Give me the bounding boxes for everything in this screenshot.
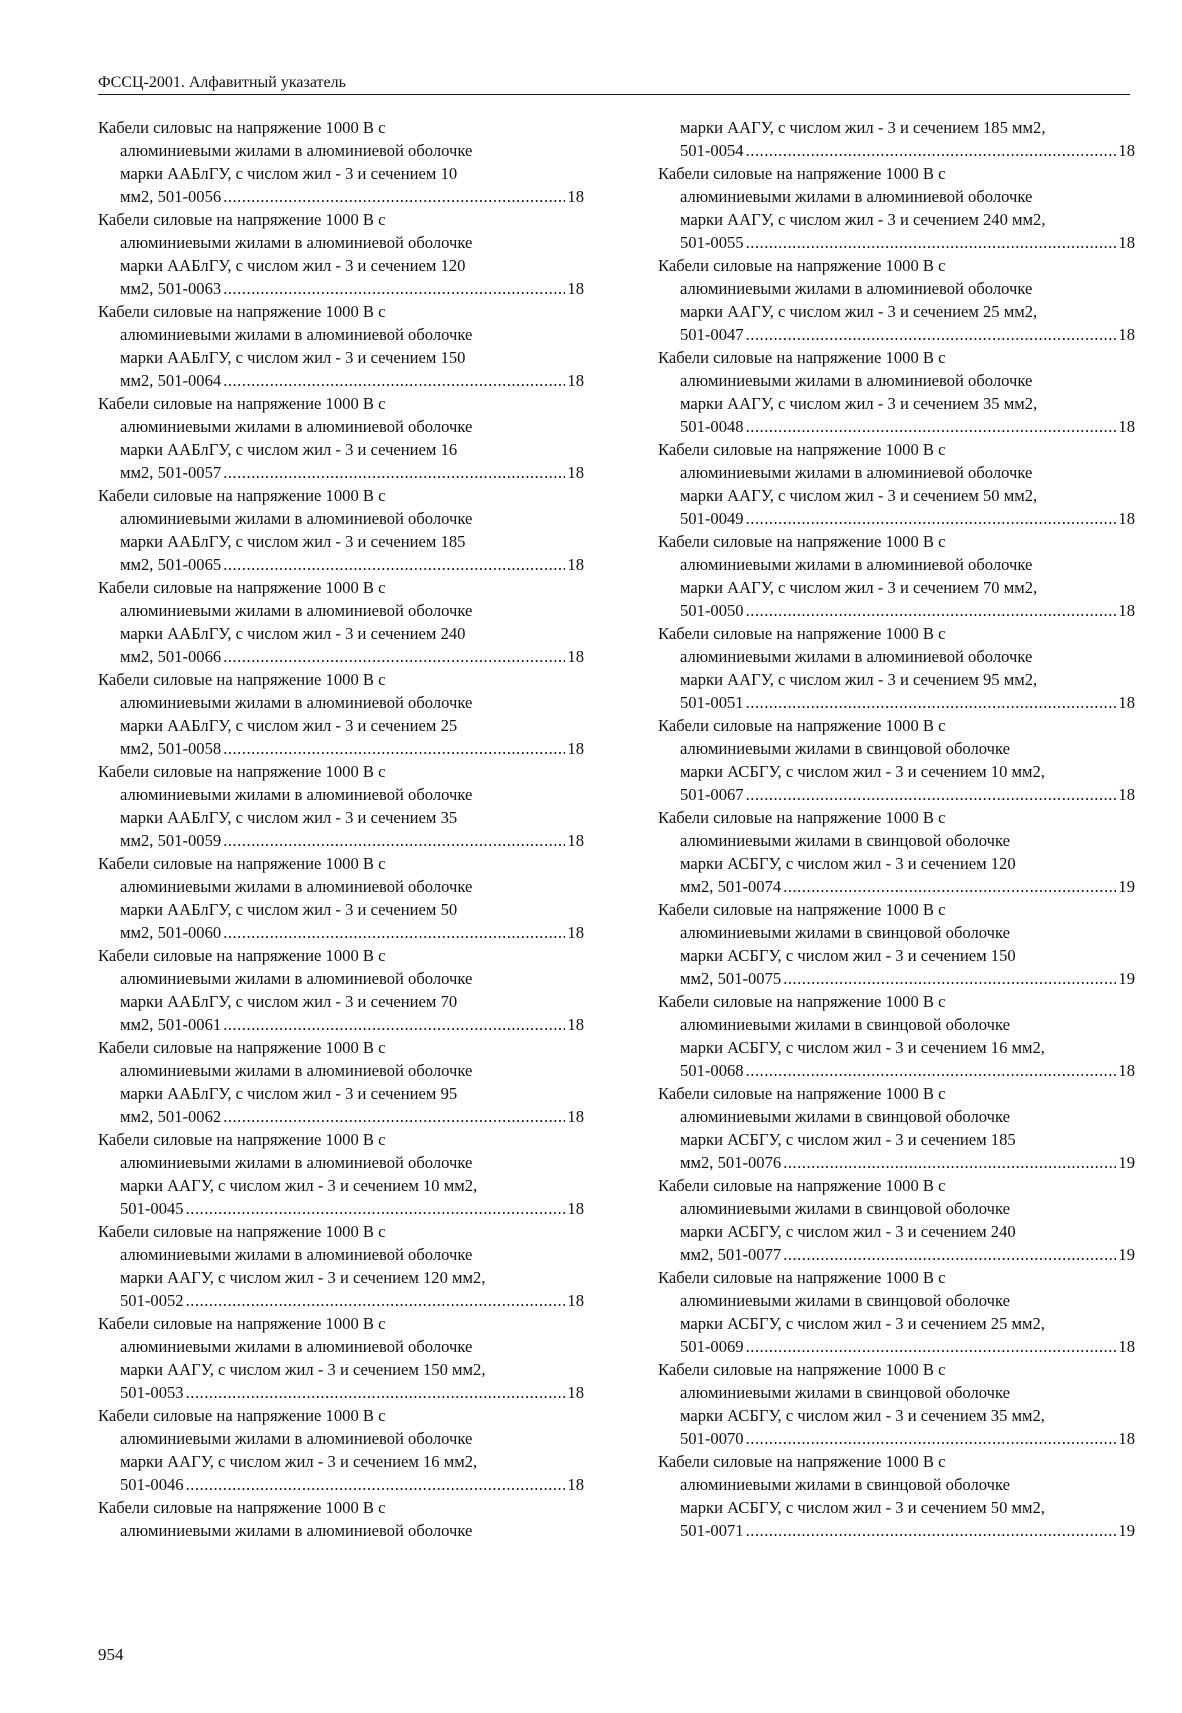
- entry-line: Кабели силовые на напряжение 1000 В с: [98, 854, 386, 873]
- entry-page-number: 18: [1118, 693, 1135, 712]
- entry-code: мм2, 501-0063: [120, 279, 222, 298]
- entry-line: Кабели силовые на напряжение 1000 В с: [658, 808, 946, 827]
- entry-page-number: 18: [567, 647, 584, 666]
- entry-line: Кабели силовые на напряжение 1000 В с: [658, 532, 946, 551]
- index-entry: [658, 898, 1135, 990]
- entry-line: алюминиевыми жилами в алюминиевой оболочке: [120, 417, 473, 436]
- index-entry: [98, 392, 584, 484]
- entry-line: алюминиевыми жилами в свинцовой оболочке: [680, 831, 1011, 850]
- entry-line: алюминиевыми жилами в свинцовой оболочке: [680, 1199, 1011, 1218]
- entry-line: алюминиевыми жилами в алюминиевой оболочке: [680, 187, 1033, 206]
- entry-line: Кабели силовые на напряжение 1000 В с: [98, 946, 386, 965]
- entry-line: алюминиевыми жилами в алюминиевой оболочке: [680, 555, 1033, 574]
- entry-reference-line: [658, 415, 1135, 438]
- entry-line: марки ААГУ, с числом жил - 3 и сечением 150 мм2,: [120, 1360, 486, 1379]
- index-entry: [658, 1266, 1135, 1358]
- entry-code: мм2, 501-0057: [120, 463, 222, 482]
- entry-line: алюминиевыми жилами в алюминиевой оболочке: [120, 969, 473, 988]
- entry-line: Кабели силовые на напряжение 1000 В с: [98, 486, 386, 505]
- index-entry: [658, 162, 1135, 254]
- dot-leader: [783, 1151, 1116, 1174]
- dot-leader: [223, 645, 565, 668]
- entry-line: марки ААГУ, с числом жил - 3 и сечением 240 мм2,: [680, 210, 1046, 229]
- entry-page-number: 19: [1118, 969, 1135, 988]
- entry-line: алюминиевыми жилами в алюминиевой оболочке: [120, 1061, 473, 1080]
- index-entry: [658, 714, 1135, 806]
- entry-line: алюминиевыми жилами в свинцовой оболочке: [680, 1383, 1011, 1402]
- entry-line: алюминиевыми жилами в алюминиевой оболочке: [680, 279, 1033, 298]
- entry-page-number: 18: [567, 1475, 584, 1494]
- index-entry: [658, 254, 1135, 346]
- entry-line: марки ААБлГУ, с числом жил - 3 и сечением 70: [120, 992, 458, 1011]
- index-entry: [98, 1404, 584, 1496]
- entry-page-number: 18: [567, 1015, 584, 1034]
- dot-leader: [783, 875, 1116, 898]
- entry-code: 501-0047: [680, 325, 744, 344]
- entry-code: 501-0050: [680, 601, 744, 620]
- entry-line: алюминиевыми жилами в свинцовой оболочке: [680, 739, 1011, 758]
- entry-line: Кабели силовые на напряжение 1000 В с: [658, 440, 946, 459]
- entry-reference-line: [98, 185, 584, 208]
- entry-code: 501-0068: [680, 1061, 744, 1080]
- entry-reference-line: [658, 1151, 1135, 1174]
- entry-line: марки АСБГУ, с числом жил - 3 и сечением 25 мм2,: [680, 1314, 1045, 1333]
- entry-line: марки АСБГУ, с числом жил - 3 и сечением 10 мм2,: [680, 762, 1045, 781]
- entry-line: Кабели силовые на напряжение 1000 В с: [98, 670, 386, 689]
- entry-reference-line: [658, 691, 1135, 714]
- entry-page-number: 18: [567, 279, 584, 298]
- entry-code: 501-0051: [680, 693, 744, 712]
- entry-line: Кабели силовые на напряжение 1000 В с: [658, 1084, 946, 1103]
- entry-page-number: 18: [567, 371, 584, 390]
- entry-line: марки ААБлГУ, с числом жил - 3 и сечением 120: [120, 256, 466, 275]
- entry-line: марки АСБГУ, с числом жил - 3 и сечением 50 мм2,: [680, 1498, 1045, 1517]
- index-entry: [658, 806, 1135, 898]
- index-entry: [98, 1036, 584, 1128]
- entry-line: Кабели силовые на напряжение 1000 В с: [98, 210, 386, 229]
- dot-leader: [746, 139, 1117, 162]
- index-entry: [658, 1450, 1135, 1542]
- entry-line: марки ААГУ, с числом жил - 3 и сечением 10 мм2,: [120, 1176, 478, 1195]
- entry-reference-line: [658, 1519, 1135, 1542]
- entry-line: марки АСБГУ, с числом жил - 3 и сечением 150: [680, 946, 1016, 965]
- entry-page-number: 18: [567, 1107, 584, 1126]
- entry-reference-line: [658, 1335, 1135, 1358]
- dot-leader: [223, 553, 565, 576]
- index-entry: [98, 208, 584, 300]
- dot-leader: [223, 185, 565, 208]
- index-entry: [658, 530, 1135, 622]
- dot-leader: [223, 1013, 565, 1036]
- entry-line: марки ААБлГУ, с числом жил - 3 и сечением 150: [120, 348, 466, 367]
- entry-page-number: 18: [1118, 417, 1135, 436]
- dot-leader: [186, 1197, 566, 1220]
- index-entry: [98, 484, 584, 576]
- entry-line: Кабели силовые на напряжение 1000 В с: [98, 302, 386, 321]
- index-entry: [658, 438, 1135, 530]
- entry-code: 501-0067: [680, 785, 744, 804]
- entry-page-number: 18: [1118, 509, 1135, 528]
- entry-line: марки ААГУ, с числом жил - 3 и сечением 25 мм2,: [680, 302, 1038, 321]
- entry-line: марки ААГУ, с числом жил - 3 и сечением 95 мм2,: [680, 670, 1038, 689]
- entry-page-number: 18: [1118, 325, 1135, 344]
- entry-code: мм2, 501-0077: [680, 1245, 782, 1264]
- entry-line: марки ААБлГУ, с числом жил - 3 и сечением 185: [120, 532, 466, 551]
- dot-leader: [746, 599, 1117, 622]
- entry-code: мм2, 501-0058: [120, 739, 222, 758]
- entry-line: алюминиевыми жилами в алюминиевой оболочке: [120, 233, 473, 252]
- entry-line: алюминиевыми жилами в алюминиевой оболочке: [120, 1245, 473, 1264]
- entry-code: мм2, 501-0075: [680, 969, 782, 988]
- index-entry: [658, 1174, 1135, 1266]
- entry-reference-line: [658, 231, 1135, 254]
- entry-line: Кабели силовые на напряжение 1000 В с: [658, 900, 946, 919]
- dot-leader: [746, 231, 1117, 254]
- entry-line: марки ААГУ, с числом жил - 3 и сечением 120 мм2,: [120, 1268, 486, 1287]
- index-entry: [98, 300, 584, 392]
- entry-reference-line: [98, 921, 584, 944]
- entry-line: Кабели силовыс на напряжение 1000 В с: [98, 118, 386, 137]
- entry-line: марки ААБлГУ, с числом жил - 3 и сечением 50: [120, 900, 458, 919]
- entry-code: мм2, 501-0056: [120, 187, 222, 206]
- dot-leader: [223, 277, 565, 300]
- entry-line: марки ААГУ, с числом жил - 3 и сечением 50 мм2,: [680, 486, 1038, 505]
- index-entry: [98, 944, 584, 1036]
- entry-page-number: 18: [1118, 141, 1135, 160]
- index-entry: [98, 1312, 584, 1404]
- dot-leader: [783, 967, 1116, 990]
- entry-reference-line: [98, 1197, 584, 1220]
- dot-leader: [746, 415, 1117, 438]
- entry-line: алюминиевыми жилами в свинцовой оболочке: [680, 1475, 1011, 1494]
- entry-line: алюминиевыми жилами в алюминиевой оболочке: [120, 1521, 473, 1540]
- entry-line: алюминиевыми жилами в алюминиевой оболочке: [120, 785, 473, 804]
- entry-code: мм2, 501-0060: [120, 923, 222, 942]
- left-column: [98, 116, 584, 1542]
- entry-line: алюминиевыми жилами в алюминиевой оболочке: [120, 141, 473, 160]
- entry-page-number: 19: [1118, 877, 1135, 896]
- entry-reference-line: [98, 1473, 584, 1496]
- index-entry: [658, 346, 1135, 438]
- entry-line: Кабели силовые на напряжение 1000 В с: [658, 256, 946, 275]
- entry-line: алюминиевыми жилами в алюминиевой оболочке: [680, 647, 1033, 666]
- entry-page-number: 18: [567, 923, 584, 942]
- dot-leader: [223, 1105, 565, 1128]
- right-column: [658, 116, 1135, 1542]
- entry-code: мм2, 501-0064: [120, 371, 222, 390]
- entry-code: 501-0070: [680, 1429, 744, 1448]
- entry-page-number: 18: [567, 831, 584, 850]
- dot-leader: [746, 507, 1117, 530]
- entry-code: мм2, 501-0061: [120, 1015, 222, 1034]
- dot-leader: [186, 1289, 566, 1312]
- index-entry: [98, 1496, 584, 1542]
- entry-page-number: 18: [567, 187, 584, 206]
- index-entry: [98, 1220, 584, 1312]
- entry-code: 501-0055: [680, 233, 744, 252]
- entry-reference-line: [98, 1381, 584, 1404]
- entry-line: Кабели силовые на напряжение 1000 В с: [98, 1498, 386, 1517]
- entry-line: алюминиевыми жилами в алюминиевой оболочке: [120, 1337, 473, 1356]
- index-entry: [98, 1128, 584, 1220]
- index-entry: [98, 576, 584, 668]
- dot-leader: [223, 369, 565, 392]
- entry-line: алюминиевыми жилами в свинцовой оболочке: [680, 1107, 1011, 1126]
- entry-line: Кабели силовые на напряжение 1000 В с: [658, 1268, 946, 1287]
- entry-reference-line: [658, 1059, 1135, 1082]
- entry-page-number: 18: [567, 463, 584, 482]
- entry-line: алюминиевыми жилами в свинцовой оболочке: [680, 923, 1011, 942]
- entry-line: марки ААГУ, с числом жил - 3 и сечением 185 мм2,: [680, 118, 1046, 137]
- entry-line: Кабели силовые на напряжение 1000 В с: [658, 1360, 946, 1379]
- entry-code: мм2, 501-0059: [120, 831, 222, 850]
- dot-leader: [186, 1473, 566, 1496]
- entry-line: марки ААГУ, с числом жил - 3 и сечением 70 мм2,: [680, 578, 1038, 597]
- entry-code: мм2, 501-0066: [120, 647, 222, 666]
- entry-code: мм2, 501-0074: [680, 877, 782, 896]
- entry-page-number: 18: [1118, 233, 1135, 252]
- entry-code: 501-0049: [680, 509, 744, 528]
- entry-page-number: 18: [567, 1199, 584, 1218]
- entry-reference-line: [98, 553, 584, 576]
- entry-line: Кабели силовые на напряжение 1000 В с: [658, 992, 946, 1011]
- entry-code: 501-0045: [120, 1199, 184, 1218]
- entry-reference-line: [658, 139, 1135, 162]
- entry-line: алюминиевыми жилами в свинцовой оболочке: [680, 1015, 1011, 1034]
- entry-code: 501-0071: [680, 1521, 744, 1540]
- entry-line: Кабели силовые на напряжение 1000 В с: [98, 1038, 386, 1057]
- index-entry: [98, 668, 584, 760]
- entry-page-number: 19: [1118, 1245, 1135, 1264]
- entry-line: алюминиевыми жилами в алюминиевой оболочке: [120, 601, 473, 620]
- entry-line: Кабели силовые на напряжение 1000 В с: [98, 1406, 386, 1425]
- entry-line: Кабели силовые на напряжение 1000 В с: [658, 716, 946, 735]
- entry-code: 501-0053: [120, 1383, 184, 1402]
- dot-leader: [223, 461, 565, 484]
- entry-reference-line: [658, 507, 1135, 530]
- dot-leader: [783, 1243, 1116, 1266]
- entry-page-number: 18: [567, 1383, 584, 1402]
- entry-line: марки ААБлГУ, с числом жил - 3 и сечением 35: [120, 808, 458, 827]
- entry-line: алюминиевыми жилами в алюминиевой оболочке: [120, 877, 473, 896]
- entry-code: мм2, 501-0076: [680, 1153, 782, 1172]
- entry-line: Кабели силовые на напряжение 1000 В с: [98, 1130, 386, 1149]
- entry-reference-line: [658, 875, 1135, 898]
- entry-reference-line: [658, 783, 1135, 806]
- entry-line: Кабели силовые на напряжение 1000 В с: [98, 578, 386, 597]
- entry-reference-line: [658, 967, 1135, 990]
- entry-code: 501-0052: [120, 1291, 184, 1310]
- page-number: 954: [98, 1645, 124, 1664]
- entry-code: 501-0069: [680, 1337, 744, 1356]
- index-entry: [658, 622, 1135, 714]
- index-entry: [98, 116, 584, 208]
- entry-reference-line: [98, 737, 584, 760]
- entry-code: мм2, 501-0062: [120, 1107, 222, 1126]
- entry-code: 501-0048: [680, 417, 744, 436]
- entry-line: Кабели силовые на напряжение 1000 В с: [658, 1176, 946, 1195]
- entry-line: алюминиевыми жилами в алюминиевой оболочке: [680, 371, 1033, 390]
- entry-line: марки АСБГУ, с числом жил - 3 и сечением 35 мм2,: [680, 1406, 1045, 1425]
- entry-code: мм2, 501-0065: [120, 555, 222, 574]
- entry-reference-line: [658, 599, 1135, 622]
- entry-line: алюминиевыми жилами в алюминиевой оболочке: [680, 463, 1033, 482]
- dot-leader: [223, 737, 565, 760]
- index-entry: [658, 1358, 1135, 1450]
- index-entry: [98, 760, 584, 852]
- dot-leader: [746, 783, 1117, 806]
- entry-page-number: 18: [1118, 1429, 1135, 1448]
- entry-line: марки ААГУ, с числом жил - 3 и сечением 35 мм2,: [680, 394, 1038, 413]
- entry-page-number: 19: [1118, 1521, 1135, 1540]
- entry-line: Кабели силовые на напряжение 1000 В с: [658, 348, 946, 367]
- index-entry: [658, 116, 1135, 162]
- entry-page-number: 19: [1118, 1153, 1135, 1172]
- dot-leader: [746, 1519, 1117, 1542]
- entry-page-number: 18: [1118, 1337, 1135, 1356]
- entry-line: Кабели силовые на напряжение 1000 В с: [658, 164, 946, 183]
- entry-line: алюминиевыми жилами в алюминиевой оболочке: [120, 325, 473, 344]
- entry-page-number: 18: [567, 555, 584, 574]
- dot-leader: [186, 1381, 566, 1404]
- entry-line: марки ААБлГУ, с числом жил - 3 и сечением 16: [120, 440, 458, 459]
- entry-reference-line: [98, 1105, 584, 1128]
- dot-leader: [746, 1335, 1117, 1358]
- entry-page-number: 18: [567, 739, 584, 758]
- entry-reference-line: [98, 829, 584, 852]
- dot-leader: [746, 323, 1117, 346]
- entry-line: Кабели силовые на напряжение 1000 В с: [98, 394, 386, 413]
- entry-line: марки ААБлГУ, с числом жил - 3 и сечением 95: [120, 1084, 458, 1103]
- entry-reference-line: [98, 277, 584, 300]
- index-entry: [658, 1082, 1135, 1174]
- dot-leader: [223, 829, 565, 852]
- entry-line: Кабели силовые на напряжение 1000 В с: [98, 762, 386, 781]
- index-entry: [98, 852, 584, 944]
- entry-line: алюминиевыми жилами в алюминиевой оболочке: [120, 693, 473, 712]
- entry-line: марки ААБлГУ, с числом жил - 3 и сечением 10: [120, 164, 458, 183]
- entry-line: марки АСБГУ, с числом жил - 3 и сечением 240: [680, 1222, 1016, 1241]
- entry-line: Кабели силовые на напряжение 1000 В с: [658, 1452, 946, 1471]
- entry-code: 501-0054: [680, 141, 744, 160]
- index-entry: [658, 990, 1135, 1082]
- entry-page-number: 18: [1118, 785, 1135, 804]
- entry-reference-line: [98, 645, 584, 668]
- entry-line: алюминиевыми жилами в алюминиевой оболочке: [120, 1153, 473, 1172]
- entry-code: 501-0046: [120, 1475, 184, 1494]
- entry-line: марки ААБлГУ, с числом жил - 3 и сечением 240: [120, 624, 466, 643]
- entry-line: марки АСБГУ, с числом жил - 3 и сечением 120: [680, 854, 1016, 873]
- entry-line: марки ААГУ, с числом жил - 3 и сечением 16 мм2,: [120, 1452, 478, 1471]
- dot-leader: [746, 1427, 1117, 1450]
- entry-line: алюминиевыми жилами в свинцовой оболочке: [680, 1291, 1011, 1310]
- entry-reference-line: [98, 1013, 584, 1036]
- dot-leader: [223, 921, 565, 944]
- page-header: ФССЦ-2001. Алфавитный указатель: [98, 74, 1130, 95]
- entry-line: марки АСБГУ, с числом жил - 3 и сечением 16 мм2,: [680, 1038, 1045, 1057]
- dot-leader: [746, 1059, 1117, 1082]
- entry-reference-line: [98, 461, 584, 484]
- entry-line: Кабели силовые на напряжение 1000 В с: [98, 1314, 386, 1333]
- entry-reference-line: [98, 1289, 584, 1312]
- entry-line: марки ААБлГУ, с числом жил - 3 и сечением 25: [120, 716, 458, 735]
- entry-reference-line: [98, 369, 584, 392]
- entry-line: Кабели силовые на напряжение 1000 В с: [98, 1222, 386, 1241]
- dot-leader: [746, 691, 1117, 714]
- entry-reference-line: [658, 1243, 1135, 1266]
- entry-line: Кабели силовые на напряжение 1000 В с: [658, 624, 946, 643]
- entry-page-number: 18: [1118, 601, 1135, 620]
- entry-line: алюминиевыми жилами в алюминиевой оболочке: [120, 1429, 473, 1448]
- entry-page-number: 18: [1118, 1061, 1135, 1080]
- entry-reference-line: [658, 323, 1135, 346]
- entry-reference-line: [658, 1427, 1135, 1450]
- entry-page-number: 18: [567, 1291, 584, 1310]
- entry-line: алюминиевыми жилами в алюминиевой оболочке: [120, 509, 473, 528]
- entry-line: марки АСБГУ, с числом жил - 3 и сечением 185: [680, 1130, 1016, 1149]
